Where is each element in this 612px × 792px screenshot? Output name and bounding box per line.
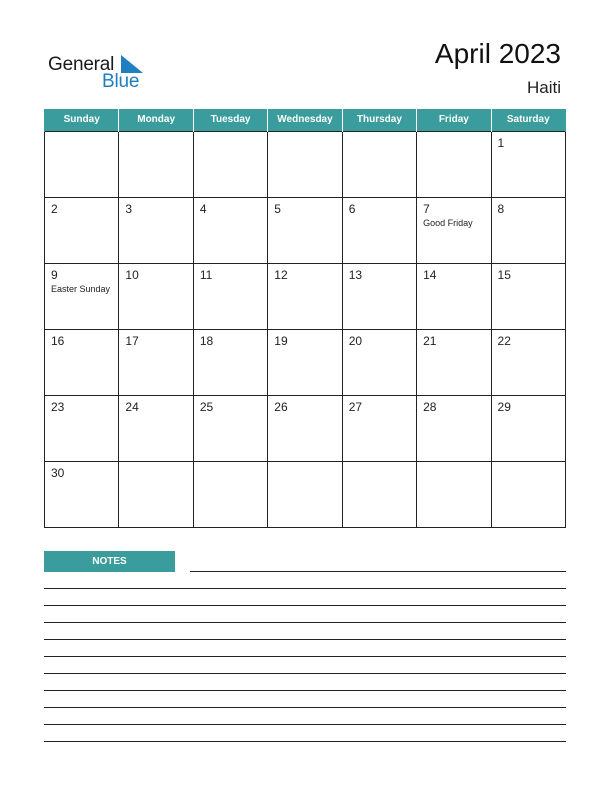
calendar-day-cell[interactable]	[193, 131, 267, 197]
weekday-header: Friday	[417, 109, 491, 131]
notes-line	[44, 588, 566, 589]
day-number: 7	[423, 201, 430, 216]
day-number: 1	[497, 135, 505, 150]
holiday-label: Easter Sunday	[51, 283, 111, 294]
notes-label: NOTES	[44, 551, 175, 572]
weekday-header-row	[45, 109, 566, 131]
calendar-week-row	[45, 329, 566, 395]
holiday-label: Good Friday	[423, 217, 473, 228]
calendar-day-cell[interactable]	[342, 395, 416, 461]
calendar-day-cell[interactable]	[268, 461, 342, 527]
calendar-day-cell[interactable]	[268, 263, 342, 329]
weekday-header: Monday	[119, 109, 193, 131]
calendar-week-row	[45, 131, 566, 197]
day-number: 19	[274, 333, 288, 348]
calendar-week-row	[45, 263, 566, 329]
calendar-day-cell[interactable]	[268, 197, 342, 263]
calendar-day-cell[interactable]	[417, 197, 491, 263]
day-number: 10	[125, 267, 139, 282]
day-number: 4	[199, 201, 207, 216]
weekday-header: Tuesday	[193, 109, 267, 131]
day-number: 12	[274, 267, 288, 282]
day-number: 11	[199, 267, 213, 282]
day-number: 14	[423, 267, 437, 282]
day-number: 26	[274, 399, 288, 414]
day-number: 13	[348, 267, 363, 282]
notes-line	[44, 690, 566, 691]
brand-logo	[48, 52, 148, 92]
calendar-day-cell[interactable]	[119, 131, 193, 197]
calendar-day-cell[interactable]	[342, 329, 416, 395]
calendar-day-cell[interactable]	[342, 197, 416, 263]
notes-line	[44, 622, 566, 623]
notes-line	[44, 724, 566, 725]
calendar-day-cell[interactable]	[268, 329, 342, 395]
calendar-day-cell[interactable]	[45, 263, 119, 329]
day-number: 5	[274, 201, 281, 216]
calendar-day-cell[interactable]	[342, 461, 416, 527]
day-number: 23	[51, 399, 65, 414]
weekday-header: Thursday	[342, 109, 416, 131]
day-number: 16	[51, 333, 65, 348]
day-number: 29	[497, 399, 511, 414]
country-name: Haiti	[526, 78, 561, 97]
day-number: 27	[348, 399, 363, 414]
notes-line	[44, 656, 566, 657]
weekday-header: Sunday	[45, 109, 119, 131]
day-number: 2	[51, 201, 58, 216]
calendar-day-cell[interactable]	[45, 131, 119, 197]
calendar-grid	[44, 109, 566, 528]
day-number: 3	[125, 201, 133, 216]
day-number: 25	[199, 399, 214, 414]
notes-line	[44, 741, 566, 742]
calendar-day-cell[interactable]	[342, 131, 416, 197]
calendar-day-cell[interactable]	[417, 461, 491, 527]
calendar-day-cell[interactable]	[417, 131, 491, 197]
calendar-day-cell[interactable]	[342, 263, 416, 329]
calendar-day-cell[interactable]	[491, 329, 565, 395]
calendar-day-cell[interactable]	[45, 461, 119, 527]
calendar-day-cell[interactable]	[45, 395, 119, 461]
calendar-day-cell[interactable]	[491, 461, 565, 527]
day-number: 30	[51, 465, 65, 480]
notes-line	[44, 605, 566, 606]
weekday-header: Wednesday	[268, 109, 342, 131]
calendar-day-cell[interactable]	[268, 131, 342, 197]
calendar-day-cell[interactable]	[193, 395, 267, 461]
day-number: 20	[348, 333, 363, 348]
calendar-day-cell[interactable]	[193, 461, 267, 527]
calendar-week-row	[45, 395, 566, 461]
notes-line	[190, 571, 566, 572]
brand-word-general: General	[48, 54, 115, 75]
calendar-day-cell[interactable]	[193, 329, 267, 395]
weekday-header: Saturday	[491, 109, 565, 131]
calendar-day-cell[interactable]	[45, 329, 119, 395]
day-number: 15	[497, 267, 511, 282]
calendar-day-cell[interactable]	[491, 197, 565, 263]
calendar-day-cell[interactable]	[417, 263, 491, 329]
day-number: 28	[423, 399, 437, 414]
day-number: 18	[199, 333, 214, 348]
day-number: 21	[423, 333, 437, 348]
calendar-day-cell[interactable]	[45, 197, 119, 263]
calendar-day-cell[interactable]	[119, 197, 193, 263]
day-number: 17	[125, 333, 139, 348]
calendar-day-cell[interactable]	[417, 395, 491, 461]
calendar-day-cell[interactable]	[193, 197, 267, 263]
calendar-day-cell[interactable]	[119, 461, 193, 527]
page-title: April 2023	[434, 38, 561, 69]
calendar-day-cell[interactable]	[193, 263, 267, 329]
calendar-week-row	[45, 197, 566, 263]
notes-line	[44, 707, 566, 708]
calendar-day-cell[interactable]	[119, 329, 193, 395]
calendar-body	[45, 131, 566, 527]
calendar-day-cell[interactable]	[491, 395, 565, 461]
day-number: 6	[348, 201, 356, 216]
calendar-day-cell[interactable]	[491, 263, 565, 329]
calendar-day-cell[interactable]	[119, 263, 193, 329]
day-number: 22	[497, 333, 511, 348]
notes-line	[44, 673, 566, 674]
calendar-day-cell[interactable]	[268, 395, 342, 461]
day-number: 8	[497, 201, 505, 216]
calendar-week-row	[45, 461, 566, 527]
notes-line	[44, 639, 566, 640]
calendar-day-cell[interactable]	[119, 395, 193, 461]
day-number: 9	[51, 267, 58, 282]
calendar-day-cell[interactable]	[417, 329, 491, 395]
day-number: 24	[125, 399, 139, 414]
brand-word-blue: Blue	[102, 71, 140, 92]
calendar-day-cell[interactable]	[491, 131, 565, 197]
